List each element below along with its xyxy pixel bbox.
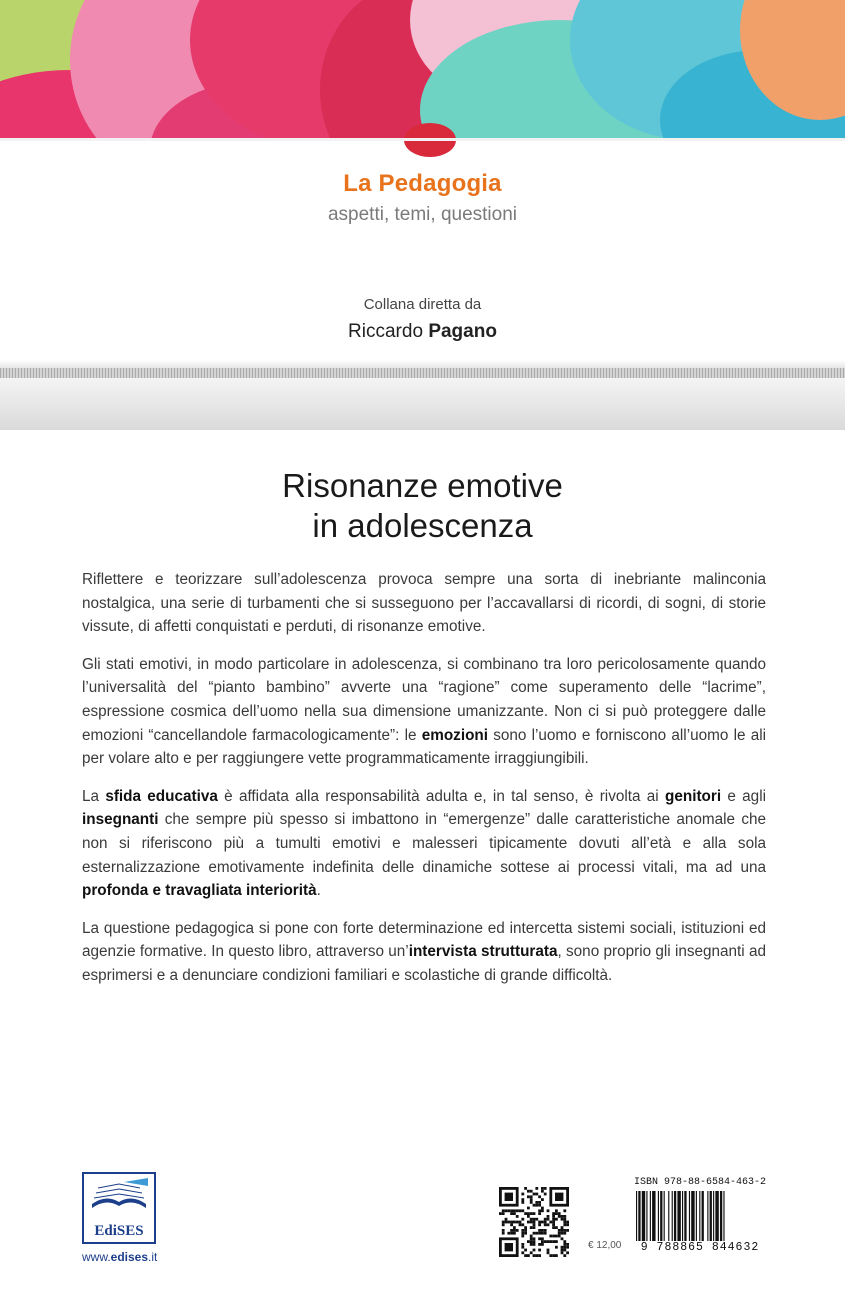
director-first-name: Riccardo (348, 321, 424, 342)
emphasis-emozioni: emozioni (421, 726, 489, 744)
paragraph-2-text: sono l’uomo e forniscono all’uomo le ali per volare alto e per raggiungere vette programmaticamente irraggiungibili. (82, 726, 767, 768)
paragraph-1: Riflettere e teorizzare sull’adolescenza provoca sempre una sorta di inebriante malinconia nostalgica, una serie di turbamenti che si susseguono per l’accavallarsi di ricordi, di sogni, di storie vissute, di affetti conquistati e perduti, di risonanze emotive. (82, 571, 766, 636)
barcode-digits: 9 788865 844632 (640, 1241, 760, 1254)
emphasis-sfida-educativa: sfida educativa (105, 787, 218, 805)
website-domain: edises (110, 1250, 149, 1264)
isbn-barcode (630, 1177, 770, 1262)
book-title (0, 466, 845, 546)
website-prefix: www. (82, 1250, 111, 1264)
qr-code[interactable] (499, 1187, 569, 1257)
cover-banner-illustration (0, 0, 845, 160)
series-header (0, 170, 845, 226)
paragraph-3-text: . (316, 882, 321, 900)
price-label: € 12,00 (588, 1240, 622, 1251)
paragraph-2-text: Gli stati emotivi, in modo particolare in adolescenza, si combinano tra loro pericolosamente quando l’universalità del “pianto bambino” avverte una “ragione” come superamento delle “lacrime”, espressione cosmica dell’uomo nella sua dimensione umanizzante. Non ci si può proteggere dalle emozioni “cancellandole farmacologicamente”: le (82, 655, 766, 744)
paragraph-3-text: e agli (721, 787, 766, 805)
paragraph-3-text: che sempre più spesso si imbattono in “emergenze” dalle caratteristiche anomale che non si riferiscono più a tumulti emotivi e malesseri tipicamente dovuti all’età e alla sola esternalizzazione emotivamente indefinita delle dinamiche sottese ai processi vitali, ma ad una (82, 811, 766, 876)
paragraph-3 (82, 785, 766, 903)
publisher-block (82, 1172, 174, 1264)
open-book-icon (84, 1174, 154, 1218)
director-name (0, 321, 845, 343)
separator-band (0, 360, 845, 440)
website-suffix: .it (148, 1250, 158, 1264)
director-label: Collana diretta da (363, 296, 482, 313)
isbn-label: ISBN 978-88-6584-463-2 (633, 1177, 767, 1188)
back-cover-blurb (82, 568, 766, 1002)
emphasis-genitori: genitori (665, 787, 722, 805)
series-subtitle: aspetti, temi, questioni (327, 204, 518, 225)
paragraph-4-text: , sono proprio gli insegnanti ad esprimersi e a denunciare condizioni familiari e scolastiche di grande difficoltà. (82, 943, 766, 984)
director-last-name: Pagano (428, 321, 497, 342)
emphasis-profonda-interiorita: profonda e travagliata interiorità (82, 882, 317, 900)
emphasis-intervista-strutturata: intervista strutturata (408, 943, 558, 961)
barcode-icon (630, 1191, 770, 1241)
paragraph-3-text: La (82, 787, 106, 805)
paragraph-4-text: La questione pedagogica si pone con forte determinazione ed intercetta sistemi sociali, istituzioni ed agenzie formative. In questo libro, attraverso un’ (82, 919, 766, 961)
paragraph-2 (82, 653, 766, 771)
publisher-website[interactable] (82, 1250, 174, 1264)
paragraph-3-text: è affidata alla responsabilità adulta e, in tal senso, è rivolta ai (217, 787, 665, 805)
series-director (0, 296, 845, 343)
publisher-name: EdiSES (94, 1223, 144, 1239)
book-title-line-2: in adolescenza (312, 507, 533, 544)
qr-code-icon (499, 1187, 569, 1257)
series-title: La Pedagogia (343, 170, 502, 197)
paragraph-4 (82, 917, 766, 988)
book-title-line-1: Risonanze emotive (282, 467, 563, 504)
emphasis-insegnanti: insegnanti (82, 811, 159, 829)
publisher-logo (82, 1172, 156, 1244)
